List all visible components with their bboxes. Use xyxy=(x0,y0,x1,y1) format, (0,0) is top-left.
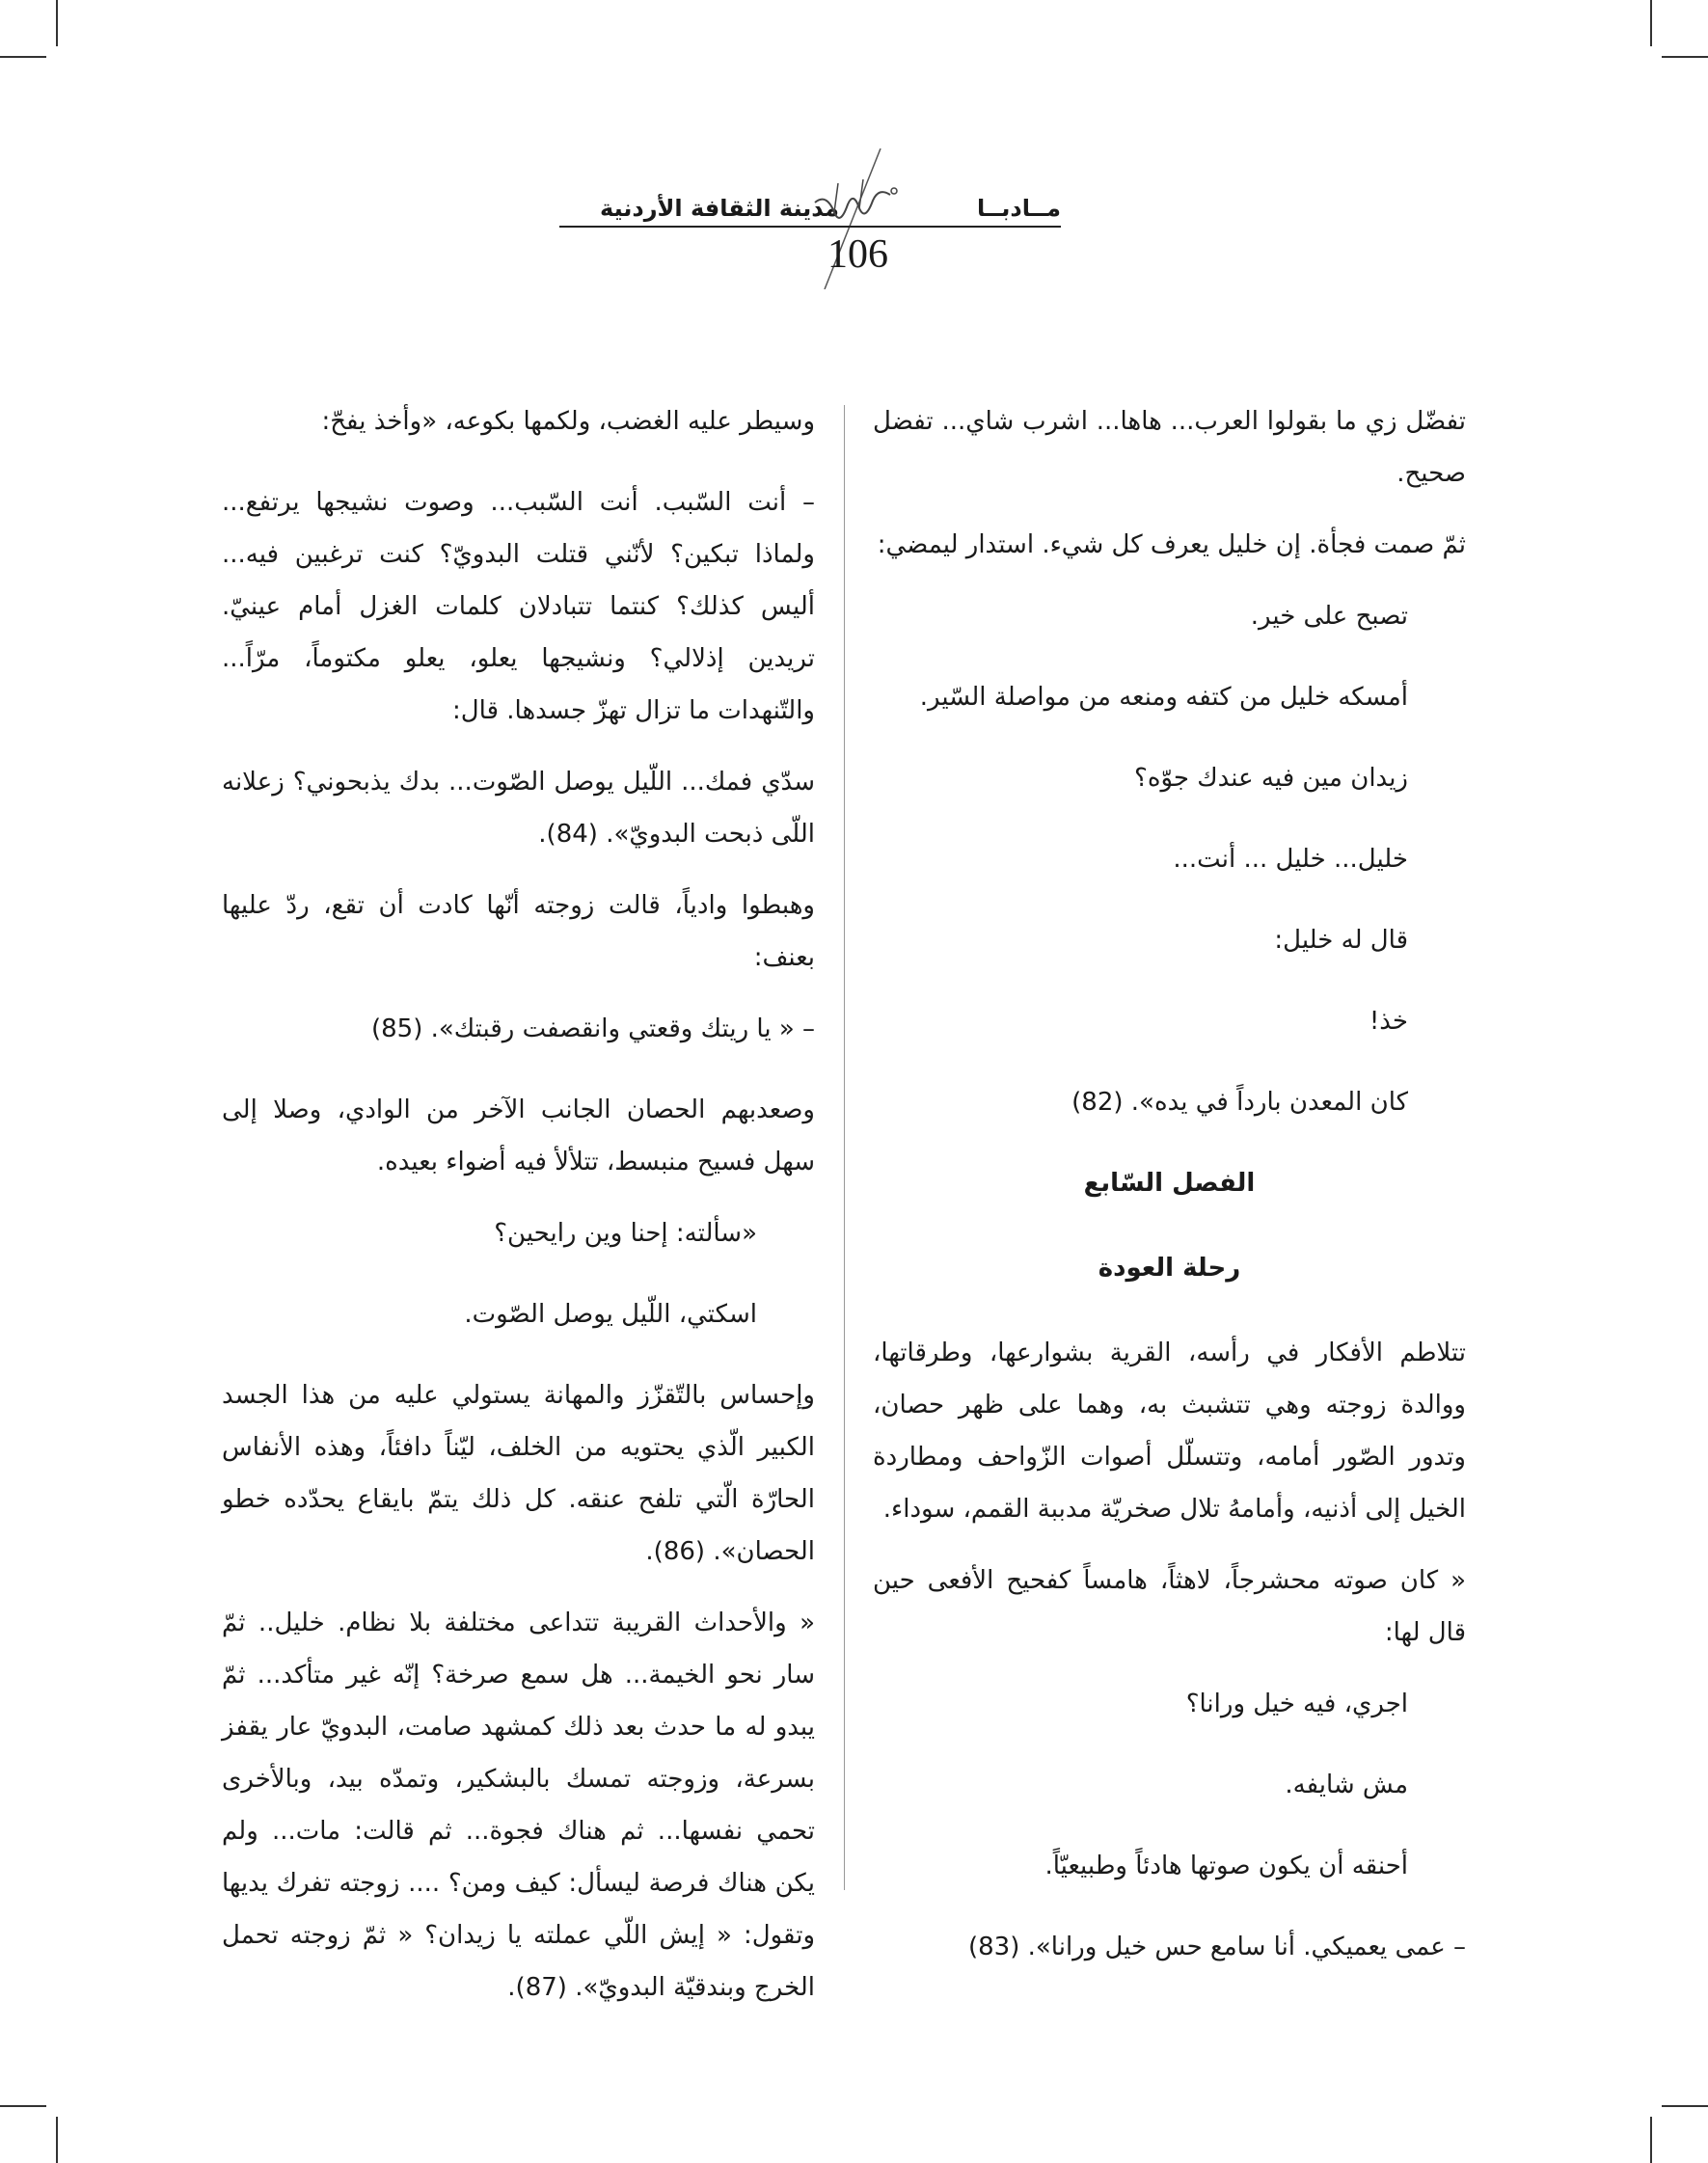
chapter-subheading: رحلة العودة xyxy=(1098,1254,1241,1283)
dialogue-line: قال له خليل: xyxy=(1274,926,1408,955)
dialogue-line: اسكتي، اللّيل يوصل الصّوت. xyxy=(464,1300,757,1329)
paragraph: ثمّ صمت فجأة. إن خليل يعرف كل شيء. استدار ليمضي: xyxy=(877,530,1466,559)
paragraph: سدّي فمك... اللّيل يوصل الصّوت... بدك يذبحوني؟ زعلانه اللّى ذبحت البدويّ». (84). xyxy=(222,768,815,849)
left-column xyxy=(222,395,815,2033)
dialogue-line: اجري، فيه خيل ورانا؟ xyxy=(1185,1690,1408,1718)
dialogue-line: – « يا ريتك وقعتي وانقصفت رقبتك». (85) xyxy=(370,1014,815,1043)
header-subtitle: مدينة الثقافة الأردنية xyxy=(600,195,839,222)
paragraph: « والأحداث القريبة تتداعى مختلفة بلا نظام. خليل.. ثمّ سار نحو الخيمة... هل سمع صرخة؟ إنّه غير متأكد... ثمّ يبدو له ما حدث بعد ذلك كمشهد صامت، البدويّ عار يقفز بسرعة، وزوجته تمسك بالبشكير، وتمدّه بيد، وبالأخرى تحمي نفسها... ثم هناك فجوة... ثم قالت: مات... ولم يكن هناك فرصة ليسأل: كيف ومن؟ .... زوجته تفرك يديها وتقول: « إيش اللّي عملته يا زيدان؟ « ثمّ زوجته تحمل الخرج وبندقيّة البدويّ». (87). xyxy=(222,1609,815,2002)
header-brand: مــادبــا xyxy=(976,195,1061,222)
paragraph: وصعدبهم الحصان الجانب الآخر من الوادي، وصلا إلى سهل فسيح منبسط، تتلألأ فيه أضواء بعيده. xyxy=(222,1095,815,1176)
dialogue-line: أحنقه أن يكون صوتها هادئاً وطبيعيّاً. xyxy=(1044,1852,1408,1880)
column-divider xyxy=(844,405,845,1890)
dialogue-line: «سألته: إحنا وين رايحين؟ xyxy=(494,1219,757,1248)
dialogue-line: خذ! xyxy=(1369,1007,1408,1036)
paragraph: « كان صوته محشرجاً، لاهثاً، هامساً كفحيح الأفعى حين قال لها: xyxy=(873,1566,1466,1647)
dialogue-line: كان المعدن بارداً في يده». (82) xyxy=(1071,1088,1408,1117)
crop-mark xyxy=(1650,0,1652,46)
crop-mark xyxy=(0,2105,46,2107)
paragraph: وهبطوا وادياً، قالت زوجته أنّها كادت أن تقع، ردّ عليها بعنف: xyxy=(222,891,815,972)
crop-mark xyxy=(1662,2105,1708,2107)
dialogue-line: – عمى يعميكي. أنا سامع حس خيل ورانا». (83) xyxy=(967,1933,1466,1961)
page-header xyxy=(559,145,1061,289)
page-number: 106 xyxy=(827,232,888,277)
crop-mark xyxy=(0,56,46,58)
crop-mark xyxy=(56,0,58,46)
paragraph: وسيطر عليه الغضب، ولكمها بكوعه، «وأخذ يفحّ: xyxy=(321,407,815,436)
chapter-heading: الفصل السّابع xyxy=(1083,1169,1256,1198)
dialogue-line: مش شايفه. xyxy=(1285,1771,1408,1799)
dialogue-line: زيدان مين فيه عندك جوّه؟ xyxy=(1134,764,1408,793)
right-column xyxy=(873,395,1466,2002)
paragraph: – أنت السّبب. أنت السّبب... وصوت نشيجها يرتفع... ولماذا تبكين؟ لأنّني قتلت البدويّ؟ كنت ترغبين فيه... أليس كذلك؟ كنتما تتبادلان كلمات الغزل أمام عينيّ. تريدين إذلالي؟ ونشيجها يعلو، يعلو مكتوماً، مرّاً... والتّنهدات ما تزال تهزّ جسدها. قال: xyxy=(222,488,815,725)
dialogue-line: تصبح على خير. xyxy=(1250,602,1408,631)
crop-mark xyxy=(1662,56,1708,58)
crop-mark xyxy=(56,2117,58,2163)
crop-mark xyxy=(1650,2117,1652,2163)
dialogue-line: خليل... خليل ... أنت... xyxy=(1173,845,1408,874)
dialogue-line: أمسكه خليل من كتفه ومنعه من مواصلة السّير. xyxy=(919,683,1408,712)
header-rule xyxy=(559,226,1061,228)
paragraph: تفضّل زي ما بقولوا العرب... هاها... اشرب شاي... تفضل صحيح. xyxy=(873,407,1466,488)
paragraph: تتلاطم الأفكار في رأسه، القرية بشوارعها، وطرقاتها، ووالدة زوجته وهي تتشبث به، وهما على ظهر حصان، وتدور الصّور أمامه، وتتسلّل أصوات الزّواحف ومطاردة الخيل إلى أذنيه، وأمامهُ تلال صخريّة مدببة القمم، سوداء. xyxy=(873,1338,1466,1524)
paragraph: وإحساس بالتّقزّز والمهانة يستولي عليه من هذا الجسد الكبير الّذي يحتويه من الخلف، ليّناً دافئاً، وهذه الأنفاس الحارّة الّتي تلفح عنقه. كل ذلك يتمّ بايقاع يحدّده خطو الحصان». (86). xyxy=(222,1381,815,1566)
